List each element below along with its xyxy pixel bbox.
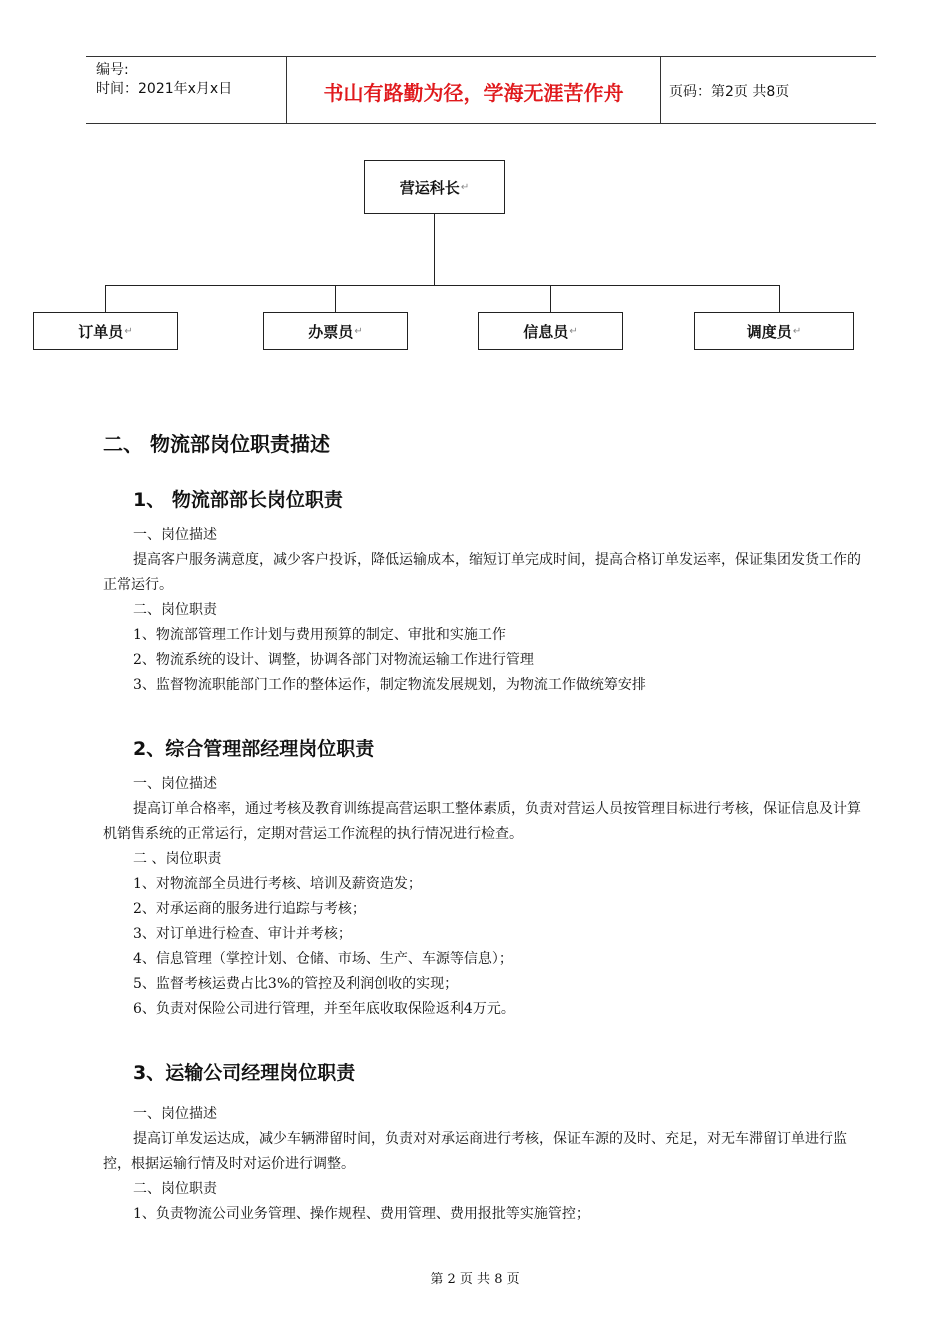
org-box-child: [33, 312, 178, 350]
time-label: 时间：2021年x月x日: [96, 81, 233, 97]
org-box-child-label: 办票员: [308, 322, 354, 341]
return-mark-icon: ↵: [354, 325, 363, 337]
duty-item: 3、监督物流职能部门工作的整体运作，制定物流发展规划，为物流工作做统筹安排: [133, 677, 646, 693]
page-footer: 第 2 页 共 8 页: [430, 1272, 520, 1287]
org-box-child-label: 信息员: [523, 322, 569, 341]
duty-item: 2、对承运商的服务进行追踪与考核；: [133, 901, 366, 917]
duty-label: 二、岗位职责: [133, 602, 217, 618]
org-connector-drop: [335, 285, 336, 312]
desc-label: 一、岗位描述: [133, 776, 217, 792]
motto: 书山有路勤为径，学海无涯苦作舟: [323, 81, 624, 105]
page-label: 页码：第2页 共8页: [669, 84, 790, 100]
org-box-top: [364, 160, 505, 214]
return-mark-icon: ↵: [460, 181, 470, 193]
return-mark-icon: ↵: [569, 325, 578, 337]
section-title: 二、 物流部岗位职责描述: [103, 432, 330, 456]
duty-item: 1、对物流部全员进行考核、培训及薪资造发；: [133, 876, 422, 892]
number-label: 编号:: [96, 62, 129, 78]
position-title: 3、运输公司经理岗位职责: [133, 1062, 356, 1084]
duty-label: 二 、岗位职责: [133, 851, 222, 867]
org-box-child-label: 订单员: [78, 322, 124, 341]
duty-item: 2、物流系统的设计、调整，协调各部门对物流运输工作进行管理: [133, 652, 534, 668]
duty-item: 1、负责物流公司业务管理、操作规程、费用管理、费用报批等实施管控；: [133, 1206, 590, 1222]
org-box-child: [478, 312, 623, 350]
org-connector-drop: [550, 285, 551, 312]
header-motto-cell: [287, 57, 661, 123]
duty-item: 1、物流部管理工作计划与费用预算的制定、审批和实施工作: [133, 627, 506, 643]
duty-label: 二、岗位职责: [133, 1181, 217, 1197]
header-meta-cell: [86, 57, 287, 123]
desc-paragraph: 提高订单合格率，通过考核及教育训练提高营运职工整体素质，负责对营运人员按管理目标进行考核，保证信息及计算机销售系统的正常运行，定期对营运工作流程的执行情况进行检查。: [103, 801, 861, 842]
position-title: 2、综合管理部经理岗位职责: [133, 738, 375, 760]
org-box-child-label: 调度员: [746, 322, 792, 341]
return-mark-icon: ↵: [124, 325, 133, 337]
position-title: 1、 物流部部长岗位职责: [133, 489, 343, 511]
org-box-top-label: 营运科长: [399, 178, 460, 197]
duty-item: 5、监督考核运费占比3%的管控及利润创收的实现；: [133, 976, 459, 992]
duty-item: 3、对订单进行检查、审计并考核；: [133, 926, 352, 942]
duty-item: 4、信息管理（掌控计划、仓储、市场、生产、车源等信息）；: [133, 951, 513, 967]
org-box-child: [694, 312, 854, 350]
org-connector-horizontal: [105, 285, 780, 286]
org-connector-vertical: [434, 213, 435, 286]
org-connector-drop: [779, 285, 780, 312]
org-box-child: [263, 312, 408, 350]
org-connector-drop: [105, 285, 106, 312]
desc-paragraph: 提高客户服务满意度，减少客户投诉，降低运输成本，缩短订单完成时间，提高合格订单发运率，保证集团发货工作的正常运行。: [103, 552, 861, 593]
header-page-cell: [661, 57, 876, 123]
duty-item: 6、负责对保险公司进行管理，并至年底收取保险返利4万元。: [133, 1001, 515, 1017]
page-header: [86, 56, 876, 124]
desc-label: 一、岗位描述: [133, 527, 217, 543]
desc-paragraph: 提高订单发运达成，减少车辆滞留时间，负责对对承运商进行考核，保证车源的及时、充足，对无车滞留订单进行监控，根据运输行情及时对运价进行调整。: [103, 1131, 847, 1172]
desc-label: 一、岗位描述: [133, 1106, 217, 1122]
return-mark-icon: ↵: [792, 325, 802, 337]
